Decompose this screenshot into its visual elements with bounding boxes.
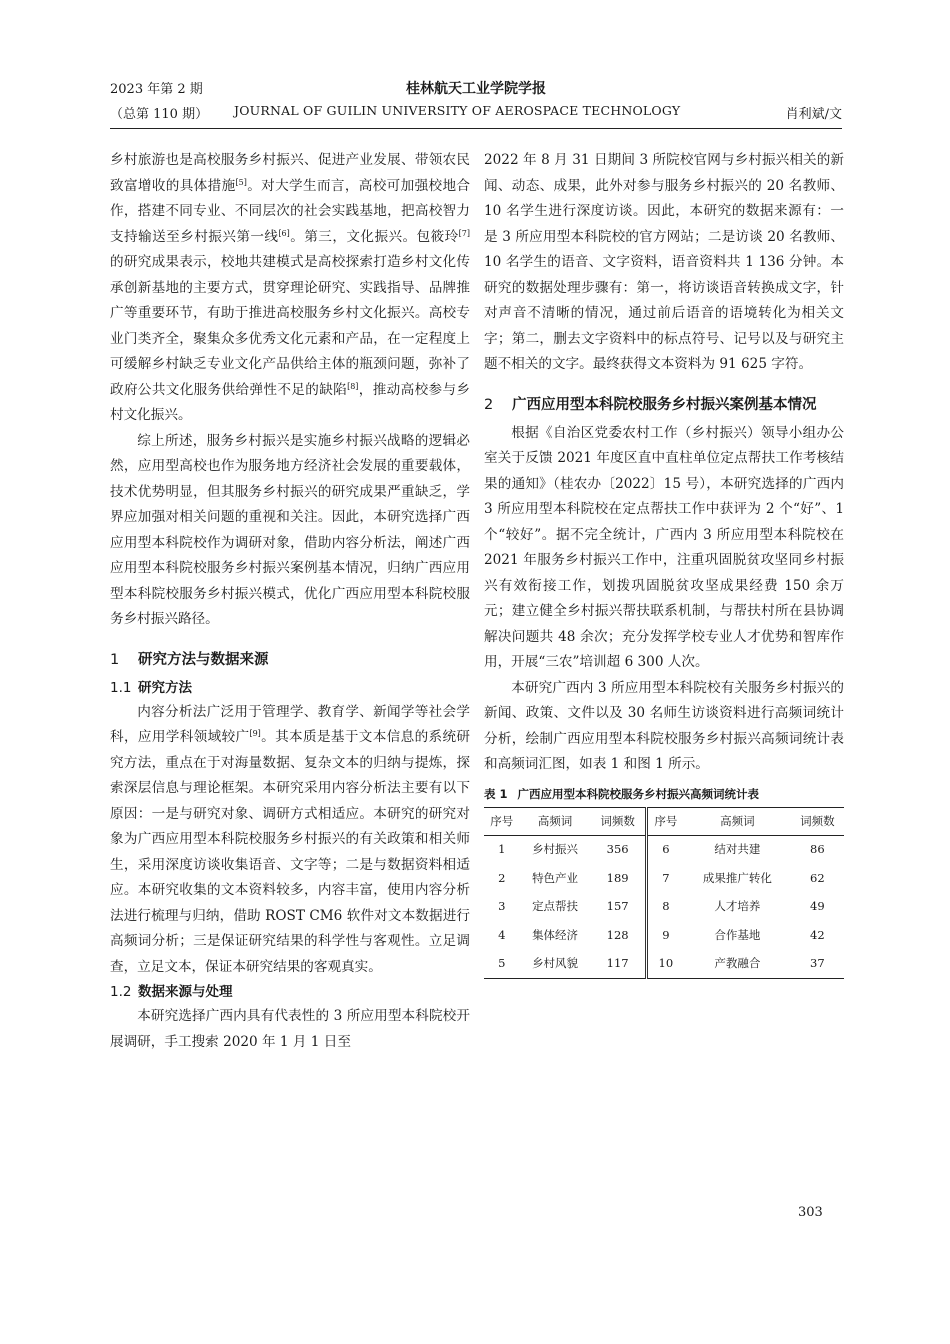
table-caption-text: 广西应用型本科院校服务乡村振兴高频词统计表 xyxy=(517,786,760,801)
table-cell: 2 xyxy=(498,870,506,885)
table-header-row xyxy=(484,807,844,836)
left-column xyxy=(110,148,470,1055)
table-cell: 62 xyxy=(810,870,825,885)
table-cell: 集体经济 xyxy=(532,927,579,942)
paragraph: 综上所述，服务乡村振兴是实施乡村振兴战略的逻辑必然，应用型高校也作为服务地方经济社会发展的重要载体，技术优势明显，但其服务乡村振兴的研究成果严重缺乏，学界应加强对相关问题的重视和关注。因此，本研究选择广西应用型本科院校作为调研对象，借助内容分析法，阐述广西应用型本科院校服务乡村振兴案例基本情况，归纳广西应用型本科院校服务乡村振兴模式，优化广西应用型本科院校服务乡村振兴路径。 xyxy=(110,432,470,627)
paragraph: 2022 年 8 月 31 日期间 3 所院校官网与乡村振兴相关的新闻、动态、成果，此外对参与服务乡村振兴的 20 名教师、10 名学生进行深度访谈。因此，本研究的数据来源有：一是 3 所应用型本科院校的官方网站；二是访谈 20 名教师、10 名学生的语音、文字资料，语音资料共 1 136 分钟。本研究的数据处理步骤有：第一，将访谈语音转换成文字，针对声音不清晰的情况，通过前后语音的语境转化为相关文字；第二，删去文字资料中的标点符号、记号以及与研究主题不相关的文字。最终获得文本资料为 91 625 字符。 xyxy=(484,152,844,372)
table-cell: 189 xyxy=(606,870,629,885)
table-cell: 乡村风貌 xyxy=(532,955,579,970)
table-cell: 产教融合 xyxy=(714,955,761,970)
subsection-heading-1-2 xyxy=(110,980,470,1004)
table-cell: 人才培养 xyxy=(714,899,761,913)
col-header: 序号 xyxy=(490,813,514,828)
total-issue: （总第 110 期） xyxy=(110,107,209,122)
citation: [9] xyxy=(249,729,261,738)
citation: [6] xyxy=(278,228,290,238)
table-cell: 86 xyxy=(810,842,825,857)
section-title: 研究方法与数据来源 xyxy=(138,651,269,668)
table-cell: 42 xyxy=(810,927,825,942)
table-cell: 37 xyxy=(810,955,825,970)
col-header: 高频词 xyxy=(720,813,755,828)
text-run: 。第三，文化振兴。包筱玲 xyxy=(289,228,459,245)
text-run: 的研究成果表示，校地共建模式是高校探索打造乡村文化传承创新基地的主要方式，贯穿理论研究、实践指导、品牌推广等重要环节，有助于推进高校服务乡村文化振兴。高校专业门类齐全，聚集众多优秀文化元素和产品，在一定程度上可缓解乡村缺乏专业文化产品供给主体的瓶颈问题，弥补了政府公共文化服务供给弹性不足的缺陷 xyxy=(110,254,470,398)
table-cell: 6 xyxy=(646,836,684,865)
right-column xyxy=(484,148,844,979)
table-cell: 1 xyxy=(498,842,506,857)
section-number: 1 xyxy=(110,651,120,668)
journal-title-en: JOURNAL OF GUILIN UNIVERSITY OF AEROSPACE TECHNOLOGY xyxy=(234,103,681,118)
frequency-table xyxy=(484,807,844,979)
header-rule xyxy=(110,128,842,129)
table-caption xyxy=(484,784,844,804)
table-row xyxy=(484,893,844,922)
paragraph xyxy=(110,148,470,429)
citation: [5] xyxy=(235,177,247,187)
author-name: 肖利斌/文 xyxy=(785,107,842,122)
table-cell: 117 xyxy=(606,955,629,970)
subsection-number: 1.2 xyxy=(110,984,132,1000)
table-cell: 356 xyxy=(606,842,629,857)
running-header xyxy=(110,78,842,132)
text-run: 。其本质是基于文本信息的系统研究方法，重点在于对海量数据、复杂文本的归纳与提炼，探索深层信息与理论框架。本研究采用内容分析法主要有以下原因：一是与研究对象、调研方式相适应。本研究的研究对象为广西应用型本科院校服务乡村振兴的有关政策和相关师生，采用深度访谈收集语音、文字等；二是与数据资料相适应。本研究收集的文本资料较多，内容丰富，使用内容分析法进行梳理与归纳，借助 ROST CM6 软件对文本数据进行高频词分析；三是保证研究结果的科学性与客观性。立足调查，立足文本，保证本研究结果的客观真实。 xyxy=(110,729,471,975)
table-cell: 8 xyxy=(646,893,684,922)
table-row xyxy=(484,950,844,979)
table-cell: 10 xyxy=(646,950,684,979)
table-cell: 9 xyxy=(646,921,684,950)
paragraph: 本研究广西内 3 所应用型本科院校有关服务乡村振兴的新闻、政策、文件以及 30 名师生访谈资料进行高频词统计分析，绘制广西应用型本科院校服务乡村振兴高频词统计表和高频词汇图，如表 1 和图 1 所示。 xyxy=(484,679,844,772)
table-cell: 合作基地 xyxy=(714,927,761,942)
table-cell: 128 xyxy=(606,927,629,942)
table-cell: 结对共建 xyxy=(714,842,761,857)
citation: [7] xyxy=(458,228,471,238)
text-run: ，推动高校参与乡村文化振兴。 xyxy=(110,381,471,423)
col-header: 高频词 xyxy=(537,813,573,828)
table-cell: 3 xyxy=(498,899,506,913)
page-number: 303 xyxy=(798,1205,823,1220)
paragraph: 根据《自治区党委农村工作（乡村振兴）领导小组办公室关于反馈 2021 年度区直中直柱单位定点帮扶工作考核结果的通知》（桂农办〔2022〕15 号），本研究选择的广西内 3 所应用型本科院校在定点帮扶工作中获评为 2 个“好”、1 个“较好”。据不完全统计，广西内 3 所应用型本科院校在 2021 年服务乡村振兴工作中，注重巩固脱贫攻坚同乡村振兴有效衔接工作，划拨巩固脱贫攻坚成果经费 150 余万元；建立健全乡村振兴帮扶联系机制，与帮扶村所在县协调解决问题共 48 余次；充分发挥学校专业人才优势和智库作用，开展“三农”培训超 6 300 人次。 xyxy=(484,424,844,670)
col-header: 词频数 xyxy=(800,813,835,828)
subsection-title: 数据来源与处理 xyxy=(138,984,233,1000)
table-cell: 49 xyxy=(810,899,825,913)
col-header: 序号 xyxy=(646,807,684,836)
table-label: 表 1 xyxy=(484,786,508,801)
section-number: 2 xyxy=(484,396,494,413)
journal-title-cn: 桂林航天工业学院学报 xyxy=(406,81,546,97)
table-row xyxy=(484,921,844,950)
col-header: 词频数 xyxy=(600,813,635,828)
table-cell: 乡村振兴 xyxy=(532,842,579,857)
text-run: 。对大学生而言，高校可加强校地合作，搭建不同专业、不同层次的社会实践基地，把高校智力支持输送至乡村振兴第一线 xyxy=(110,177,470,245)
table-cell: 特色产业 xyxy=(532,870,579,885)
table-row xyxy=(484,836,844,865)
citation: [8] xyxy=(347,381,359,391)
table-cell: 157 xyxy=(606,899,629,913)
paragraph xyxy=(110,700,470,981)
text-run: 内容分析法广泛用于管理学、教育学、新闻学等社会学科，应用学科领域较广 xyxy=(110,703,470,745)
subsection-heading-1-1 xyxy=(110,676,470,700)
table-cell: 成果推广转化 xyxy=(702,870,772,885)
section-title: 广西应用型本科院校服务乡村振兴案例基本情况 xyxy=(512,396,817,413)
subsection-number: 1.1 xyxy=(110,679,132,696)
table-cell: 5 xyxy=(498,955,506,970)
subsection-title: 研究方法 xyxy=(138,679,192,696)
table-row xyxy=(484,864,844,893)
table-cell: 7 xyxy=(646,864,684,893)
paragraph: 本研究选择广西内具有代表性的 3 所应用型本科院校开展调研，手工搜索 2020 年 1 月 1 日至 xyxy=(110,1008,470,1050)
text-run: 乡村旅游也是高校服务乡村振兴、促进产业发展、带领农民致富增收的具体措施 xyxy=(110,152,470,194)
section-heading-2 xyxy=(484,392,844,419)
table-cell: 4 xyxy=(498,927,506,942)
section-heading-1 xyxy=(110,647,470,674)
table-cell: 定点帮扶 xyxy=(532,899,579,913)
year-issue: 2023 年第 2 期 xyxy=(110,82,203,97)
